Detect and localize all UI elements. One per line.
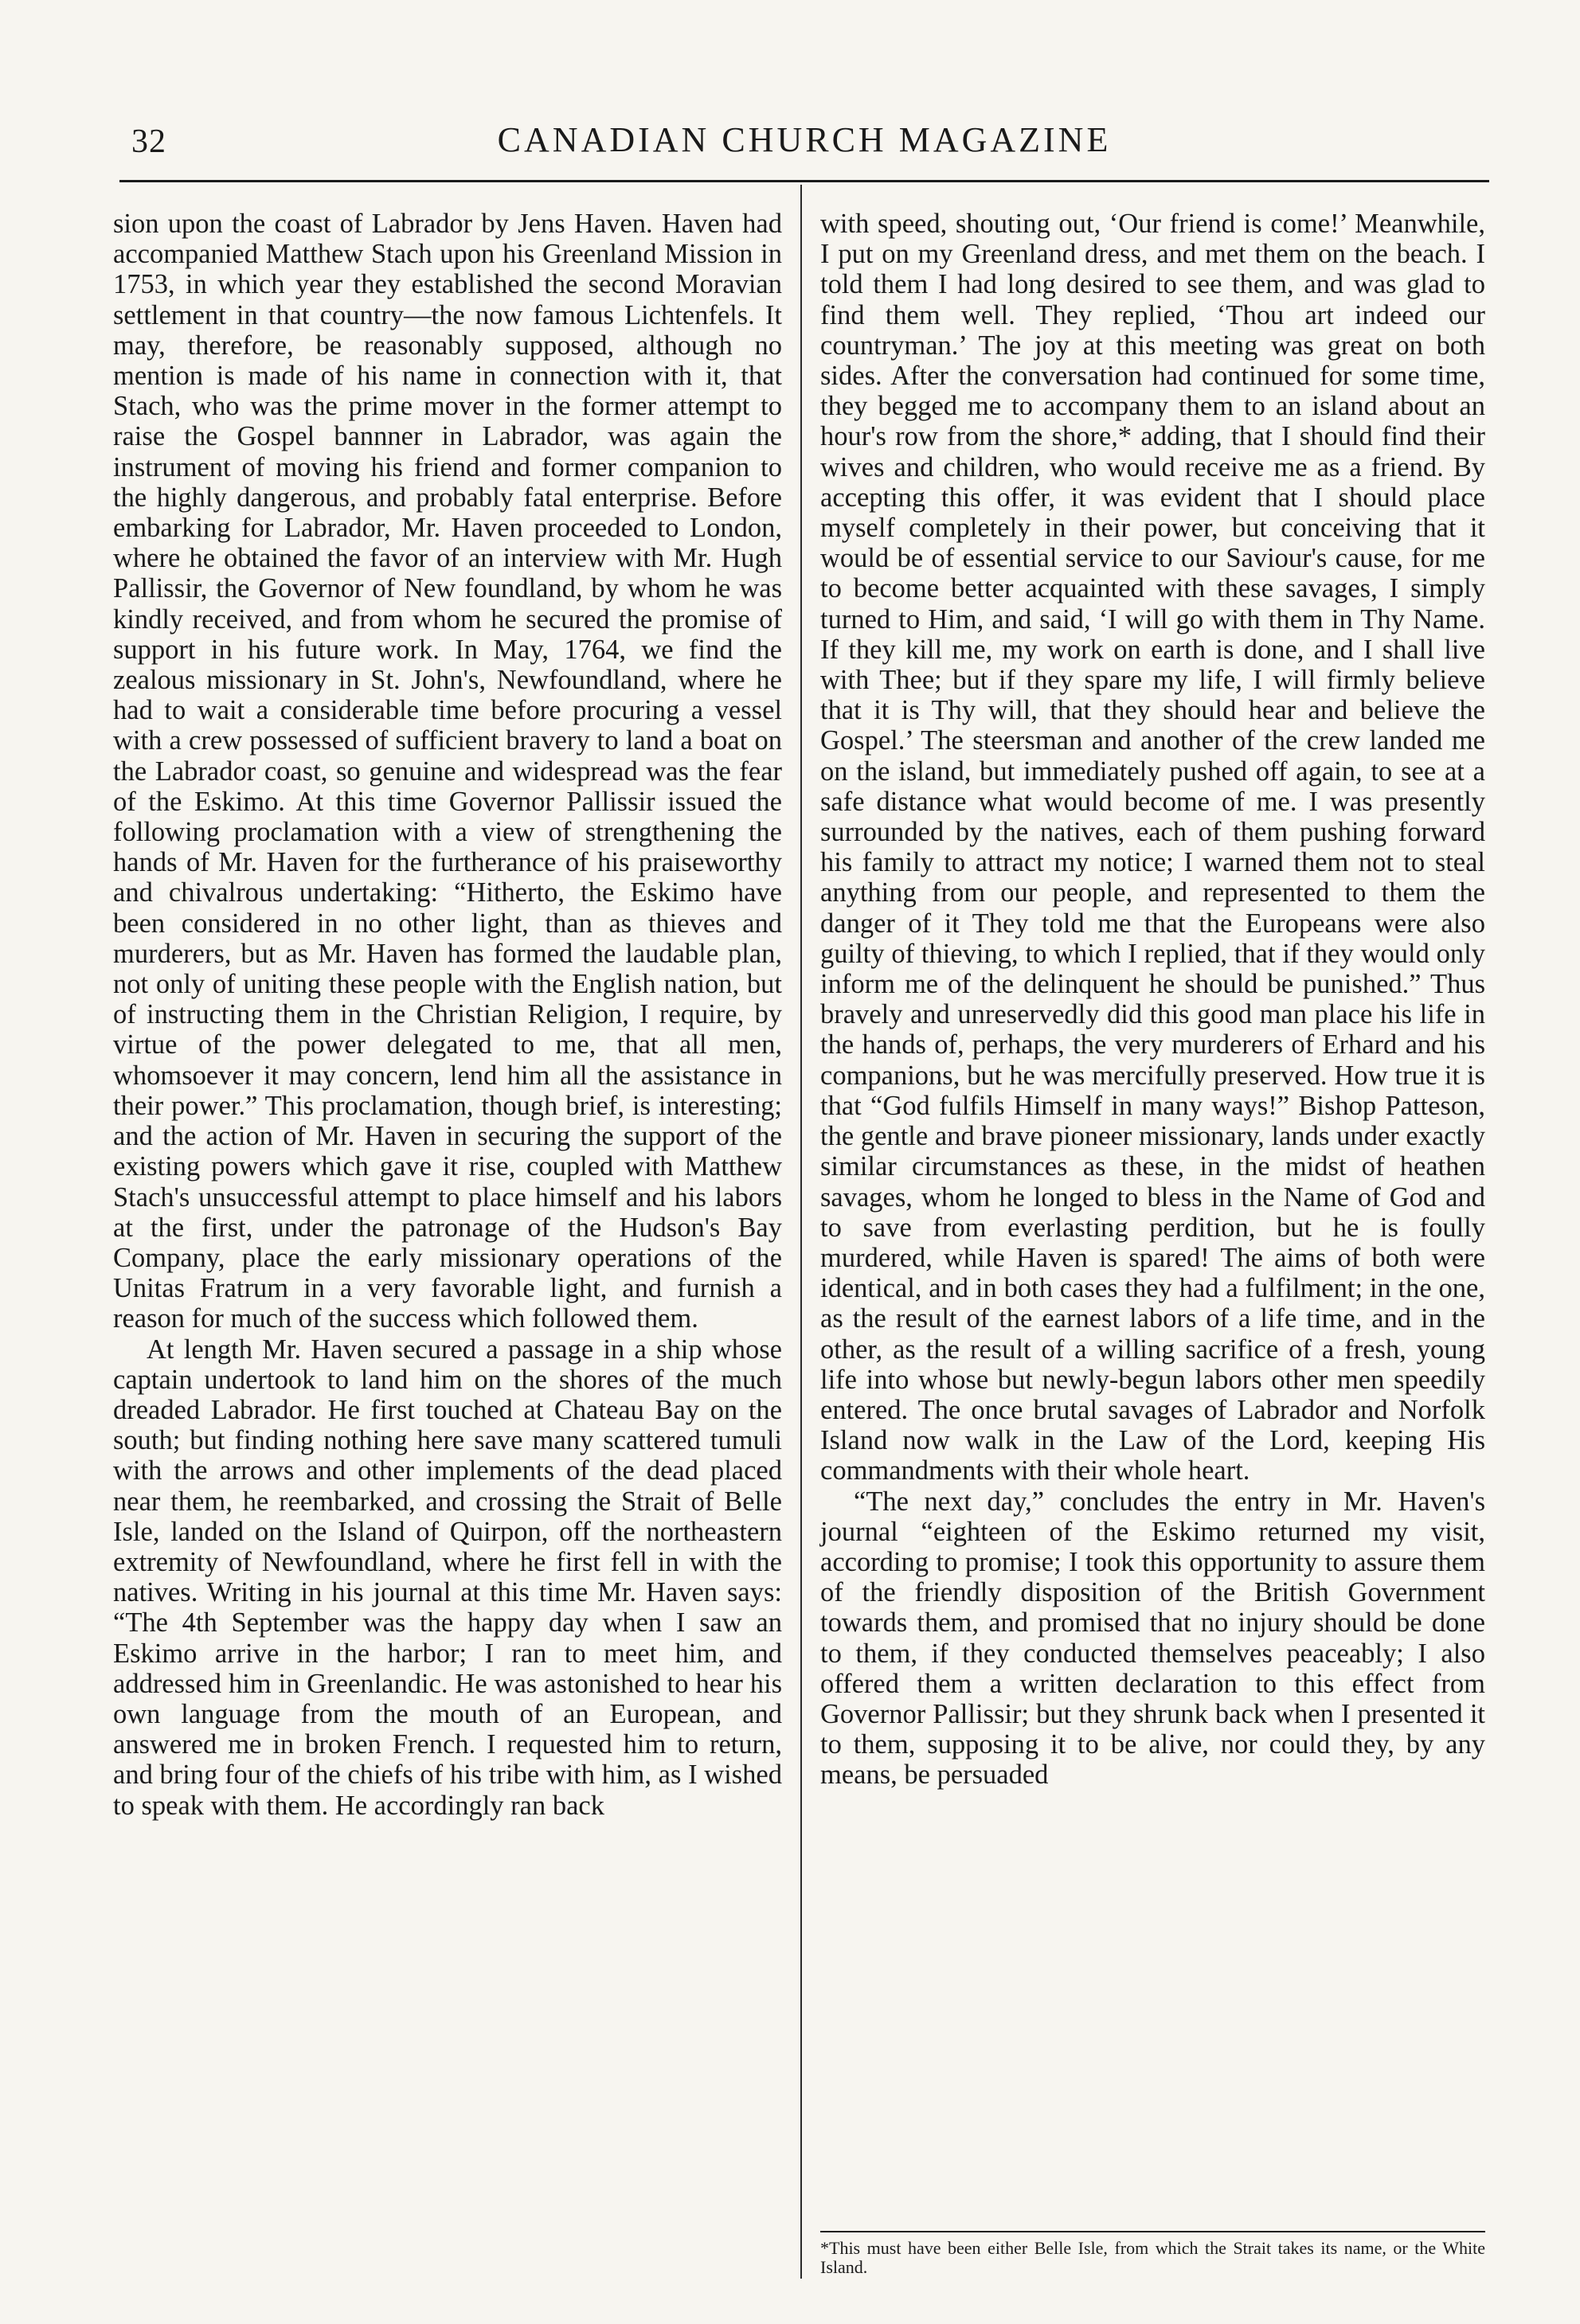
page-number: 32: [131, 123, 166, 160]
left-column: [113, 209, 782, 1821]
left-paragraph-2: At length Mr. Haven secured a passage in a ship whose captain undertook to land him on the shores of the much dreaded Labrador. He first touched at Chateau Bay on the south; but finding nothing here save many scattered tumuli with the arrows and other implements of the dead placed near them, he reembarked, and crossing the Strait of Belle Isle, landed on the Island of Quirpon, off the northeastern extremity of Newfoundland, where he first fell in with the natives. Writing in his journal at this time Mr. Haven says: “The 4th September was the happy day when I saw an Eskimo arrive in the harbor; I ran to meet him, and addressed him in Greenlandic. He was astonished to hear his own language from the mouth of an European, and answered me in broken French. I requested him to return, and bring four of the chiefs of his tribe with him, as I wished to speak with them. He accordingly ran back: [113, 1334, 782, 1821]
left-paragraph-1: sion upon the coast of Labrador by Jens Haven. Haven had accompanied Matthew Stach upon his Greenland Mission in 1753, in which year they established the second Moravian settlement in that country—the now famous Lichtenfels. It may, therefore, be reasonably supposed, although no mention is made of his name in connection with it, that Stach, who was the prime mover in the former attempt to raise the Gospel bannner in Labrador, was again the instrument of moving his friend and former companion to the highly dangerous, and probably fatal enterprise. Before embarking for Labrador, Mr. Haven proceeded to London, where he obtained the favor of an interview with Mr. Hugh Pallissir, the Governor of New foundland, by whom he was kindly received, and from whom he secured the promise of support in his future work. In May, 1764, we find the zealous missionary in St. John's, Newfoundland, where he had to wait a considerable time before procuring a vessel with a crew possessed of sufficient bravery to land a boat on the Labrador coast, so genuine and widespread was the fear of the Eskimo. At this time Governor Pallissir issued the following proclamation with a view of strengthening the hands of Mr. Haven for the furtherance of his praiseworthy and chivalrous undertaking: “Hitherto, the Eskimo have been considered in no other light, than as thieves and murderers, but as Mr. Haven has formed the laudable plan, not only of uniting these people with the English nation, but of instructing them in the Christian Religion, I require, by virtue of the power delegated to me, that all men, whomsoever it may concern, lend him all the assistance in their power.” This proclamation, though brief, is interesting; and the action of Mr. Haven in securing the support of the existing powers which gave it rise, coupled with Matthew Stach's unsuccessful attempt to place himself and his labors at the first, under the patronage of the Hudson's Bay Company, place the early missionary operations of the Unitas Fratrum in a very favorable light, and furnish a reason for much of the success which followed them.: [113, 209, 782, 1334]
header-rule: [119, 180, 1489, 182]
right-paragraph-1: with speed, shouting out, ‘Our friend is come!’ Meanwhile, I put on my Greenland dress, and met them on the beach. I told them I had long desired to see them, and was glad to find them well. They replied, ‘Thou art indeed our countryman.’ The joy at this meeting was great on both sides. After the conversation had continued for some time, they begged me to accompany them to an island about an hour's row from the shore,* adding, that I should find their wives and children, who would receive me as a friend. By accepting this offer, it was evident that I should place myself completely in their power, but conceiving that it would be of essential service to our Saviour's cause, for me to become better acquainted with these savages, I simply turned to Him, and said, ‘I will go with them in Thy Name. If they kill me, my work on earth is done, and I shall live with Thee; but if they spare my life, I will firmly believe that it is Thy will, that they should hear and believe the Gospel.’ The steersman and another of the crew landed me on the island, but immediately pushed off again, to see at a safe distance what would become of me. I was presently surrounded by the natives, each of them pushing forward his family to attract my notice; I warned them not to steal anything from our people, and represented to them the danger of it They told me that the Europeans were also guilty of thieving, to which I replied, that if they would only inform me of the delinquent he should be punished.” Thus bravely and unreservedly did this good man place his life in the hands of, perhaps, the very murderers of Erhard and his companions, but he was mercifully preserved. How true it is that “God fulfils Himself in many ways!” Bishop Patteson, the gentle and brave pioneer missionary, lands under exactly similar circumstances as these, in the midst of heathen savages, whom he longed to bless in the Name of God and to save from everlasting perdition, but he is foully murdered, while Haven is spared! The aims of both were identical, and in both cases they had a fulfilment; in the one, as the result of the earnest labors of a life time, and in the other, as the result of a willing sacrifice of a fresh, young life into whose but newly-begun labors other men speedily entered. The once brutal savages of Labrador and Norfolk Island now walk in the Law of the Lord, keeping His commandments with their whole heart.: [820, 209, 1485, 1486]
footnote-rule: [820, 2231, 1485, 2232]
right-column: [820, 209, 1485, 1791]
page-header: [119, 119, 1489, 167]
right-paragraph-2: “The next day,” concludes the entry in Mr. Haven's journal “eighteen of the Eskimo returned my visit, according to promise; I took this opportunity to assure them of the friendly disposition of the British Government towards them, and promised that no injury should be done to them, if they conducted themselves peaceably; I also offered them a written declaration to this effect from Governor Pallissir; but they shrunk back when I presented it to them, supposing it to be alive, nor could they, by any means, be persuaded: [820, 1486, 1485, 1791]
footnote: *This must have been either Belle Isle, from which the Strait takes its name, or the White Island.: [820, 2238, 1485, 2277]
magazine-title: CANADIAN CHURCH MAGAZINE: [497, 120, 1112, 159]
column-divider: [800, 185, 802, 2279]
